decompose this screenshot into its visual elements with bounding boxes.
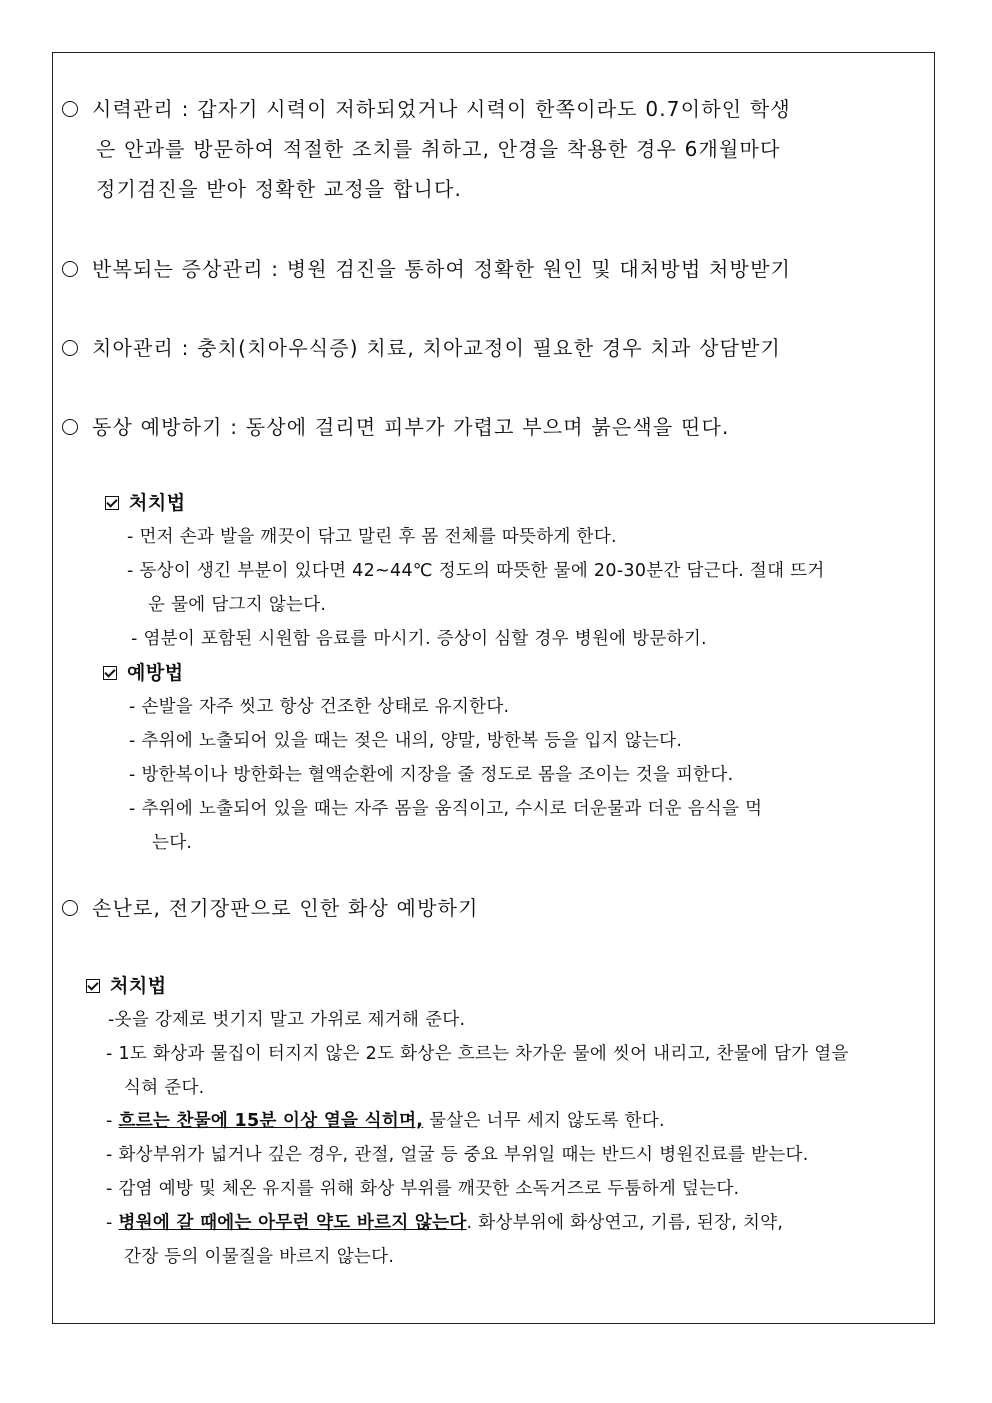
vision-line-1: 시력관리 : 갑자기 시력이 저하되었거나 시력이 한쪽이라도 0.7이하인 학생 (62, 93, 791, 122)
checkbox-icon (86, 979, 100, 993)
vision-line-2: 은 안과를 방문하여 적절한 조치를 취하고, 안경을 착용한 경우 6개월마다 (96, 137, 781, 161)
emphasis-text: 흐르는 찬물에 15분 이상 열을 식히며, (118, 1111, 424, 1131)
frostbite-treatment-item: - 염분이 포함된 시원함 음료를 마시기. 증상이 심할 경우 병원에 방문하기. (131, 629, 707, 649)
burn-title: 손난로, 전기장판으로 인한 화상 예방하기 (62, 892, 479, 921)
burn-treatment-heading: 처치법 (86, 971, 167, 998)
document-border (52, 52, 935, 1324)
burn-item: - 병원에 갈 때에는 아무런 약도 바르지 않는다. 화상부위에 화상연고, 기름, 된장, 치약, (106, 1213, 784, 1233)
circle-bullet-icon (62, 419, 78, 435)
burn-item: - 흐르는 찬물에 15분 이상 열을 식히며, 물살은 너무 세지 않도록 한다. (106, 1111, 665, 1131)
burn-item: 간장 등의 이물질을 바르지 않는다. (124, 1247, 395, 1267)
burn-item: 식혀 준다. (124, 1078, 205, 1098)
checkbox-icon (103, 666, 117, 680)
frostbite-treatment-item: - 먼저 손과 발을 깨끗이 닦고 말린 후 몸 전체를 따뜻하게 한다. (127, 527, 617, 547)
burn-item: -옷을 강제로 벗기지 말고 가위로 제거해 준다. (108, 1010, 466, 1030)
burn-item: - 1도 화상과 물집이 터지지 않은 2도 화상은 흐르는 차가운 물에 씻어 내리고, 찬물에 담가 열을 (106, 1044, 849, 1064)
frostbite-prevention-item: - 추위에 노출되어 있을 때는 젖은 내의, 양말, 방한복 등을 입지 않는다. (129, 731, 683, 751)
checkbox-icon (105, 496, 119, 510)
teeth-line: 치아관리 : 충치(치아우식증) 치료, 치아교정이 필요한 경우 치과 상담받기 (62, 332, 781, 361)
burn-item: - 화상부위가 넓거나 깊은 경우, 관절, 얼굴 등 중요 부위일 때는 반드시 병원진료를 받는다. (106, 1145, 809, 1165)
frostbite-prevention-item: - 손발을 자주 씻고 항상 건조한 상태로 유지한다. (129, 697, 510, 717)
frostbite-prevention-item: - 추위에 노출되어 있을 때는 자주 몸을 움직이고, 수시로 더운물과 더운 음식을 먹 (129, 799, 763, 819)
symptom-line: 반복되는 증상관리 : 병원 검진을 통하여 정확한 원인 및 대처방법 처방받기 (62, 253, 791, 282)
emphasis-text: 병원에 갈 때에는 아무런 약도 바르지 않는다 (118, 1213, 467, 1233)
vision-line-3: 정기검진을 받아 정확한 교정을 합니다. (96, 177, 463, 201)
frostbite-treatment-item: - 동상이 생긴 부분이 있다면 42~44℃ 정도의 따뜻한 물에 20-30분간 담근다. 절대 뜨거 (127, 561, 825, 581)
circle-bullet-icon (62, 101, 78, 117)
frostbite-prevention-item: - 방한복이나 방한화는 혈액순환에 지장을 줄 정도로 몸을 조이는 것을 피한다. (129, 765, 734, 785)
burn-item: - 감염 예방 및 체온 유지를 위해 화상 부위를 깨끗한 소독거즈로 두툼하게 덮는다. (106, 1179, 740, 1199)
frostbite-prevention-item: 는다. (152, 833, 193, 853)
circle-bullet-icon (62, 900, 78, 916)
frostbite-treatment-heading: 처치법 (105, 488, 186, 515)
frostbite-prevention-heading: 예방법 (103, 658, 184, 685)
circle-bullet-icon (62, 261, 78, 277)
frostbite-title: 동상 예방하기 : 동상에 걸리면 피부가 가렵고 부으며 붉은색을 띤다. (62, 411, 730, 440)
circle-bullet-icon (62, 340, 78, 356)
frostbite-treatment-item: 운 물에 담그지 않는다. (148, 595, 327, 615)
